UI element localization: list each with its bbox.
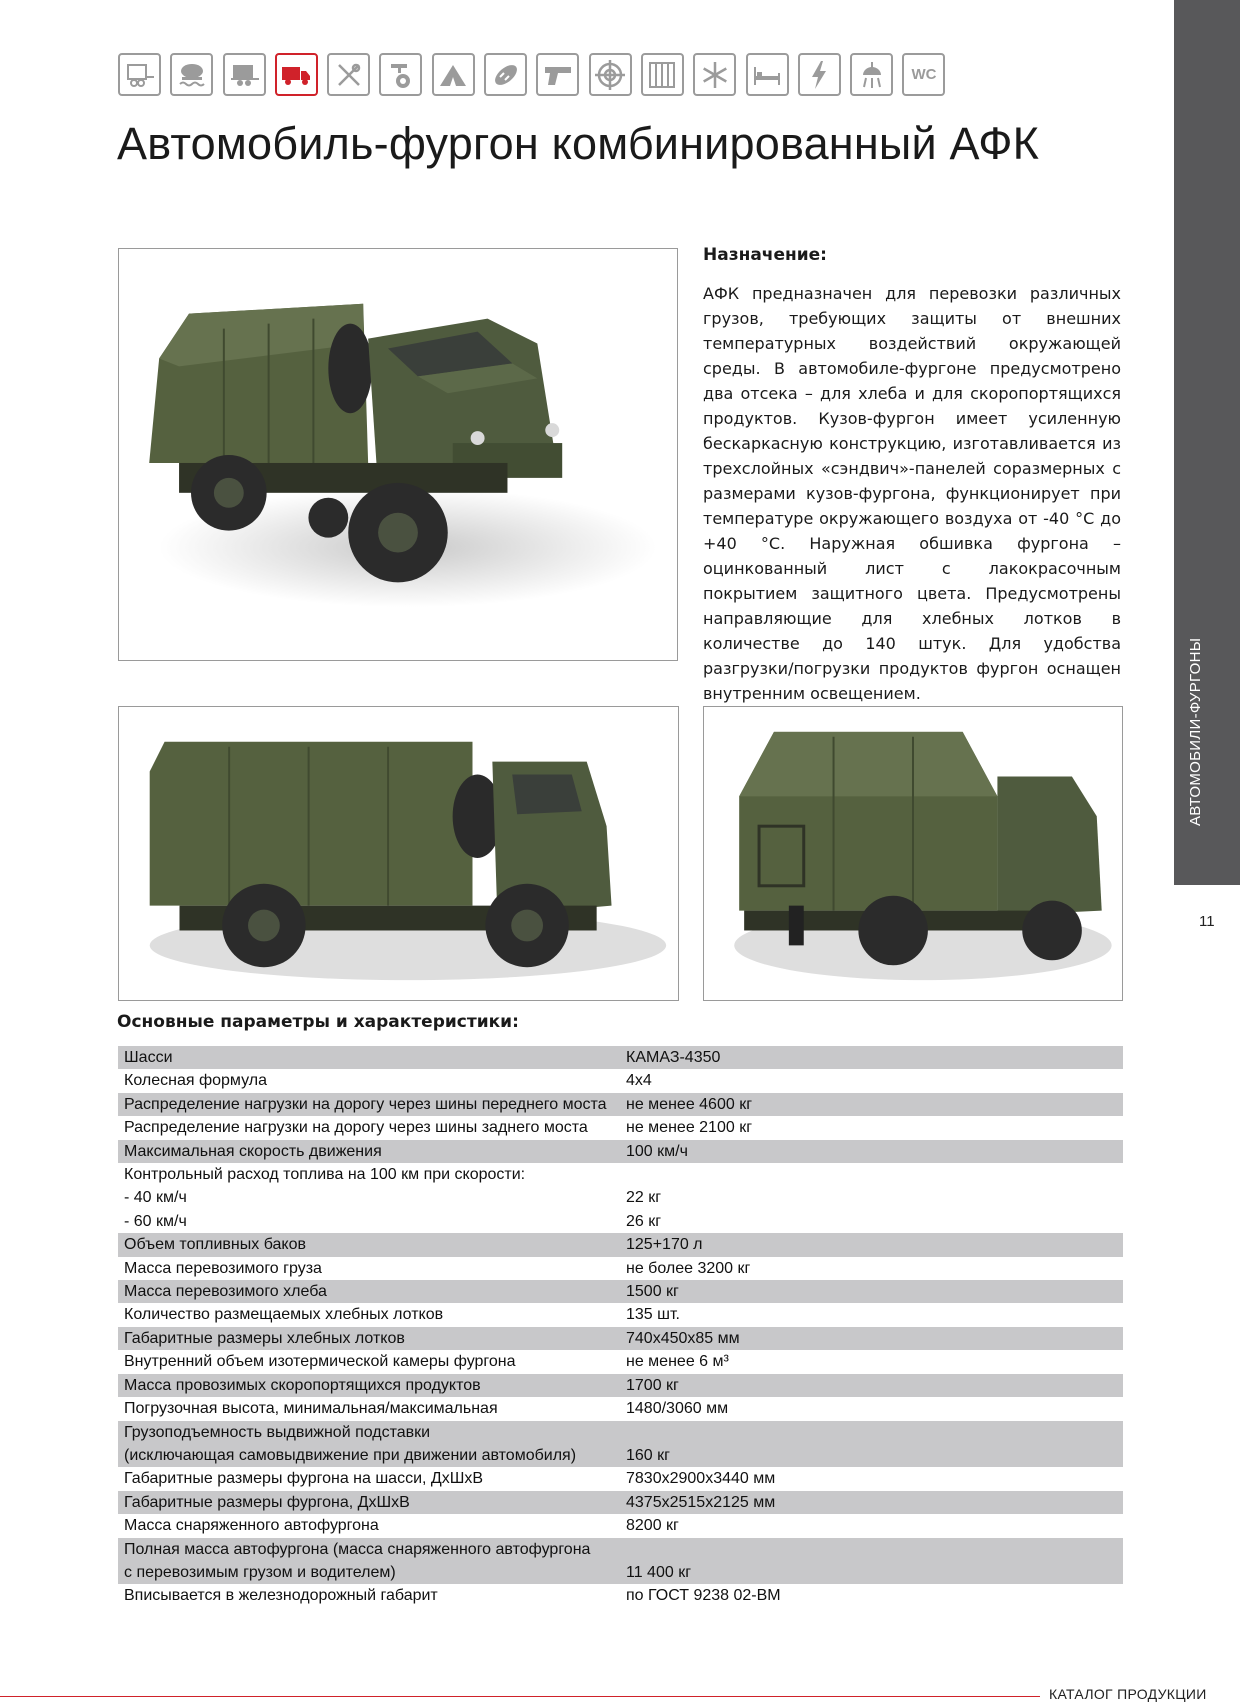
utensils-icon[interactable] (327, 53, 370, 96)
table-row (118, 1257, 1123, 1280)
table-row (118, 1467, 1123, 1490)
table-row (118, 1093, 1123, 1116)
target-icon[interactable] (589, 53, 632, 96)
container-icon[interactable] (641, 53, 684, 96)
purpose-text: АФК предназначен для перевозки различных грузов, требующих защиты от внешних температурных воздействий окружающей среды. В автомобиле-фургоне предусмотрено два отсека – для хлеба и для скоропортящихся продуктов. Кузов-фургон имеет усиленную бескаркасную конструкцию, изготавливается из трехслойных «сэндвич»-панелей соразмерных с размерами кузов-фургона, функционирует при температуре окружающего воздуха от -40 °С до +40 °С. Наружная обшивка фургона – оцинкованный лист с лакокрасочным покрытием защитного цвета. Предусмотрены направляющие для хлебных лотков в количестве до 140 штук. Для удобства разгрузки/погрузки продуктов фургон оснащен внутренним освещением. (703, 284, 1121, 703)
spec-param: Габаритные размеры фургона, ДхШхВ (118, 1491, 620, 1514)
table-row (118, 1514, 1123, 1537)
table-row (118, 1163, 1123, 1186)
spec-value: 1480/3060 мм (626, 1400, 729, 1418)
table-row (118, 1491, 1123, 1514)
table-row (118, 1233, 1123, 1256)
footer-rule (0, 1696, 1040, 1697)
spec-param: Распределение нагрузки на дорогу через шины заднего моста (124, 1119, 588, 1137)
truck-photo-rear (703, 706, 1123, 1001)
spec-param: Масса провозимых скоропортящихся продуктов (118, 1374, 620, 1397)
specs-table (118, 1046, 1123, 1608)
spec-value: 4375х2515х2125 мм (620, 1491, 1123, 1514)
spec-value: по ГОСТ 9238 02-ВМ (626, 1587, 781, 1605)
section-side-tab-label: АВТОМОБИЛИ-ФУРГОНЫ (1187, 637, 1204, 826)
spec-value (620, 1421, 1123, 1444)
trailer-icon[interactable] (118, 53, 161, 96)
spec-param: Вписывается в железнодорожный габарит (124, 1587, 438, 1605)
category-icon-strip (118, 53, 945, 96)
wc-label: WC (911, 66, 937, 83)
faucet-icon[interactable] (379, 53, 422, 96)
spec-value: КАМАЗ-4350 (620, 1046, 1123, 1069)
spec-value: 26 кг (626, 1212, 662, 1230)
purpose-heading: Назначение: (703, 245, 827, 265)
spec-value: 11 400 кг (620, 1561, 1123, 1584)
spec-value: 1500 кг (620, 1280, 1123, 1303)
cargo-trailer-icon[interactable] (223, 53, 266, 96)
spec-param: Контрольный расход топлива на 100 км при скорости: (124, 1166, 526, 1184)
spec-param: Распределение нагрузки на дорогу через шины переднего моста (118, 1093, 620, 1116)
tent-icon[interactable] (432, 53, 475, 96)
table-row (118, 1280, 1123, 1303)
spec-value: 135 шт. (626, 1306, 680, 1324)
spec-param: Грузоподъемность выдвижной подставки (118, 1421, 620, 1444)
spec-param: Масса снаряженного автофургона (124, 1517, 379, 1535)
table-row (118, 1350, 1123, 1373)
spec-param: с перевозимым грузом и водителем) (118, 1561, 620, 1584)
spec-param: Масса перевозимого груза (124, 1259, 322, 1277)
table-row (118, 1069, 1123, 1092)
table-row (118, 1444, 1123, 1467)
table-row (118, 1210, 1123, 1233)
spec-param: Полная масса автофургона (масса снаряженного автофургона (118, 1538, 620, 1561)
table-row (118, 1046, 1123, 1069)
spec-value: 160 кг (620, 1444, 1123, 1467)
spec-param: Габаритные размеры фургона на шасси, ДхШхВ (124, 1470, 484, 1488)
spec-param: - 60 км/ч (124, 1212, 187, 1230)
spec-value: 22 кг (626, 1189, 662, 1207)
spec-param: Масса перевозимого хлеба (118, 1280, 620, 1303)
bread-icon[interactable] (484, 53, 527, 96)
spec-value: не менее 2100 кг (626, 1119, 753, 1137)
table-row (118, 1116, 1123, 1139)
table-row (118, 1538, 1123, 1561)
footer-label: КАТАЛОГ ПРОДУКЦИИ (1049, 1686, 1207, 1702)
table-row (118, 1374, 1123, 1397)
spec-value: 7830х2900х3440 мм (626, 1470, 776, 1488)
spec-value: не менее 6 м³ (626, 1353, 729, 1371)
spec-value: 4х4 (626, 1072, 652, 1090)
spec-value: не менее 4600 кг (620, 1093, 1123, 1116)
lightning-icon[interactable] (798, 53, 841, 96)
page-number: 11 (1199, 913, 1215, 930)
shower-icon[interactable] (850, 53, 893, 96)
table-row (118, 1421, 1123, 1444)
pistol-icon[interactable] (536, 53, 579, 96)
spec-param: Шасси (118, 1046, 620, 1069)
truck-photo-front (118, 248, 678, 661)
spec-param: (исключающая самовыдвижение при движении автомобиля) (118, 1444, 620, 1467)
spec-param: Габаритные размеры хлебных лотков (118, 1327, 620, 1350)
table-row (118, 1303, 1123, 1326)
page-title: Автомобиль-фургон комбинированный АФК (117, 118, 1040, 169)
bed-icon[interactable] (746, 53, 789, 96)
table-row (118, 1327, 1123, 1350)
tank-icon[interactable] (170, 53, 213, 96)
spec-value: 100 км/ч (620, 1140, 1123, 1163)
spec-param: Колесная формула (124, 1072, 267, 1090)
spec-value: 1700 кг (620, 1374, 1123, 1397)
spec-param: Максимальная скорость движения (118, 1140, 620, 1163)
spec-param: Объем топливных баков (118, 1233, 620, 1256)
section-side-tab (1174, 0, 1240, 885)
spec-param: Внутренний объем изотермической камеры фургона (124, 1353, 516, 1371)
spec-value: 125+170 л (620, 1233, 1123, 1256)
table-row (118, 1140, 1123, 1163)
spec-param: Количество размещаемых хлебных лотков (124, 1306, 444, 1324)
table-row (118, 1561, 1123, 1584)
truck-photo-side (118, 706, 679, 1001)
table-row (118, 1397, 1123, 1420)
spec-param: - 40 км/ч (124, 1189, 187, 1207)
spec-value: не более 3200 кг (626, 1259, 751, 1277)
snowflake-icon[interactable] (693, 53, 736, 96)
van-truck-icon[interactable] (275, 53, 318, 96)
spec-value: 8200 кг (626, 1517, 679, 1535)
table-row (118, 1186, 1123, 1209)
table-row (118, 1584, 1123, 1607)
spec-value: 740х450х85 мм (620, 1327, 1123, 1350)
spec-value (620, 1163, 1123, 1186)
wc-icon[interactable] (902, 53, 945, 96)
spec-value (620, 1538, 1123, 1561)
specs-heading: Основные параметры и характеристики: (117, 1012, 519, 1032)
spec-param: Погрузочная высота, минимальная/максимальная (124, 1400, 498, 1418)
